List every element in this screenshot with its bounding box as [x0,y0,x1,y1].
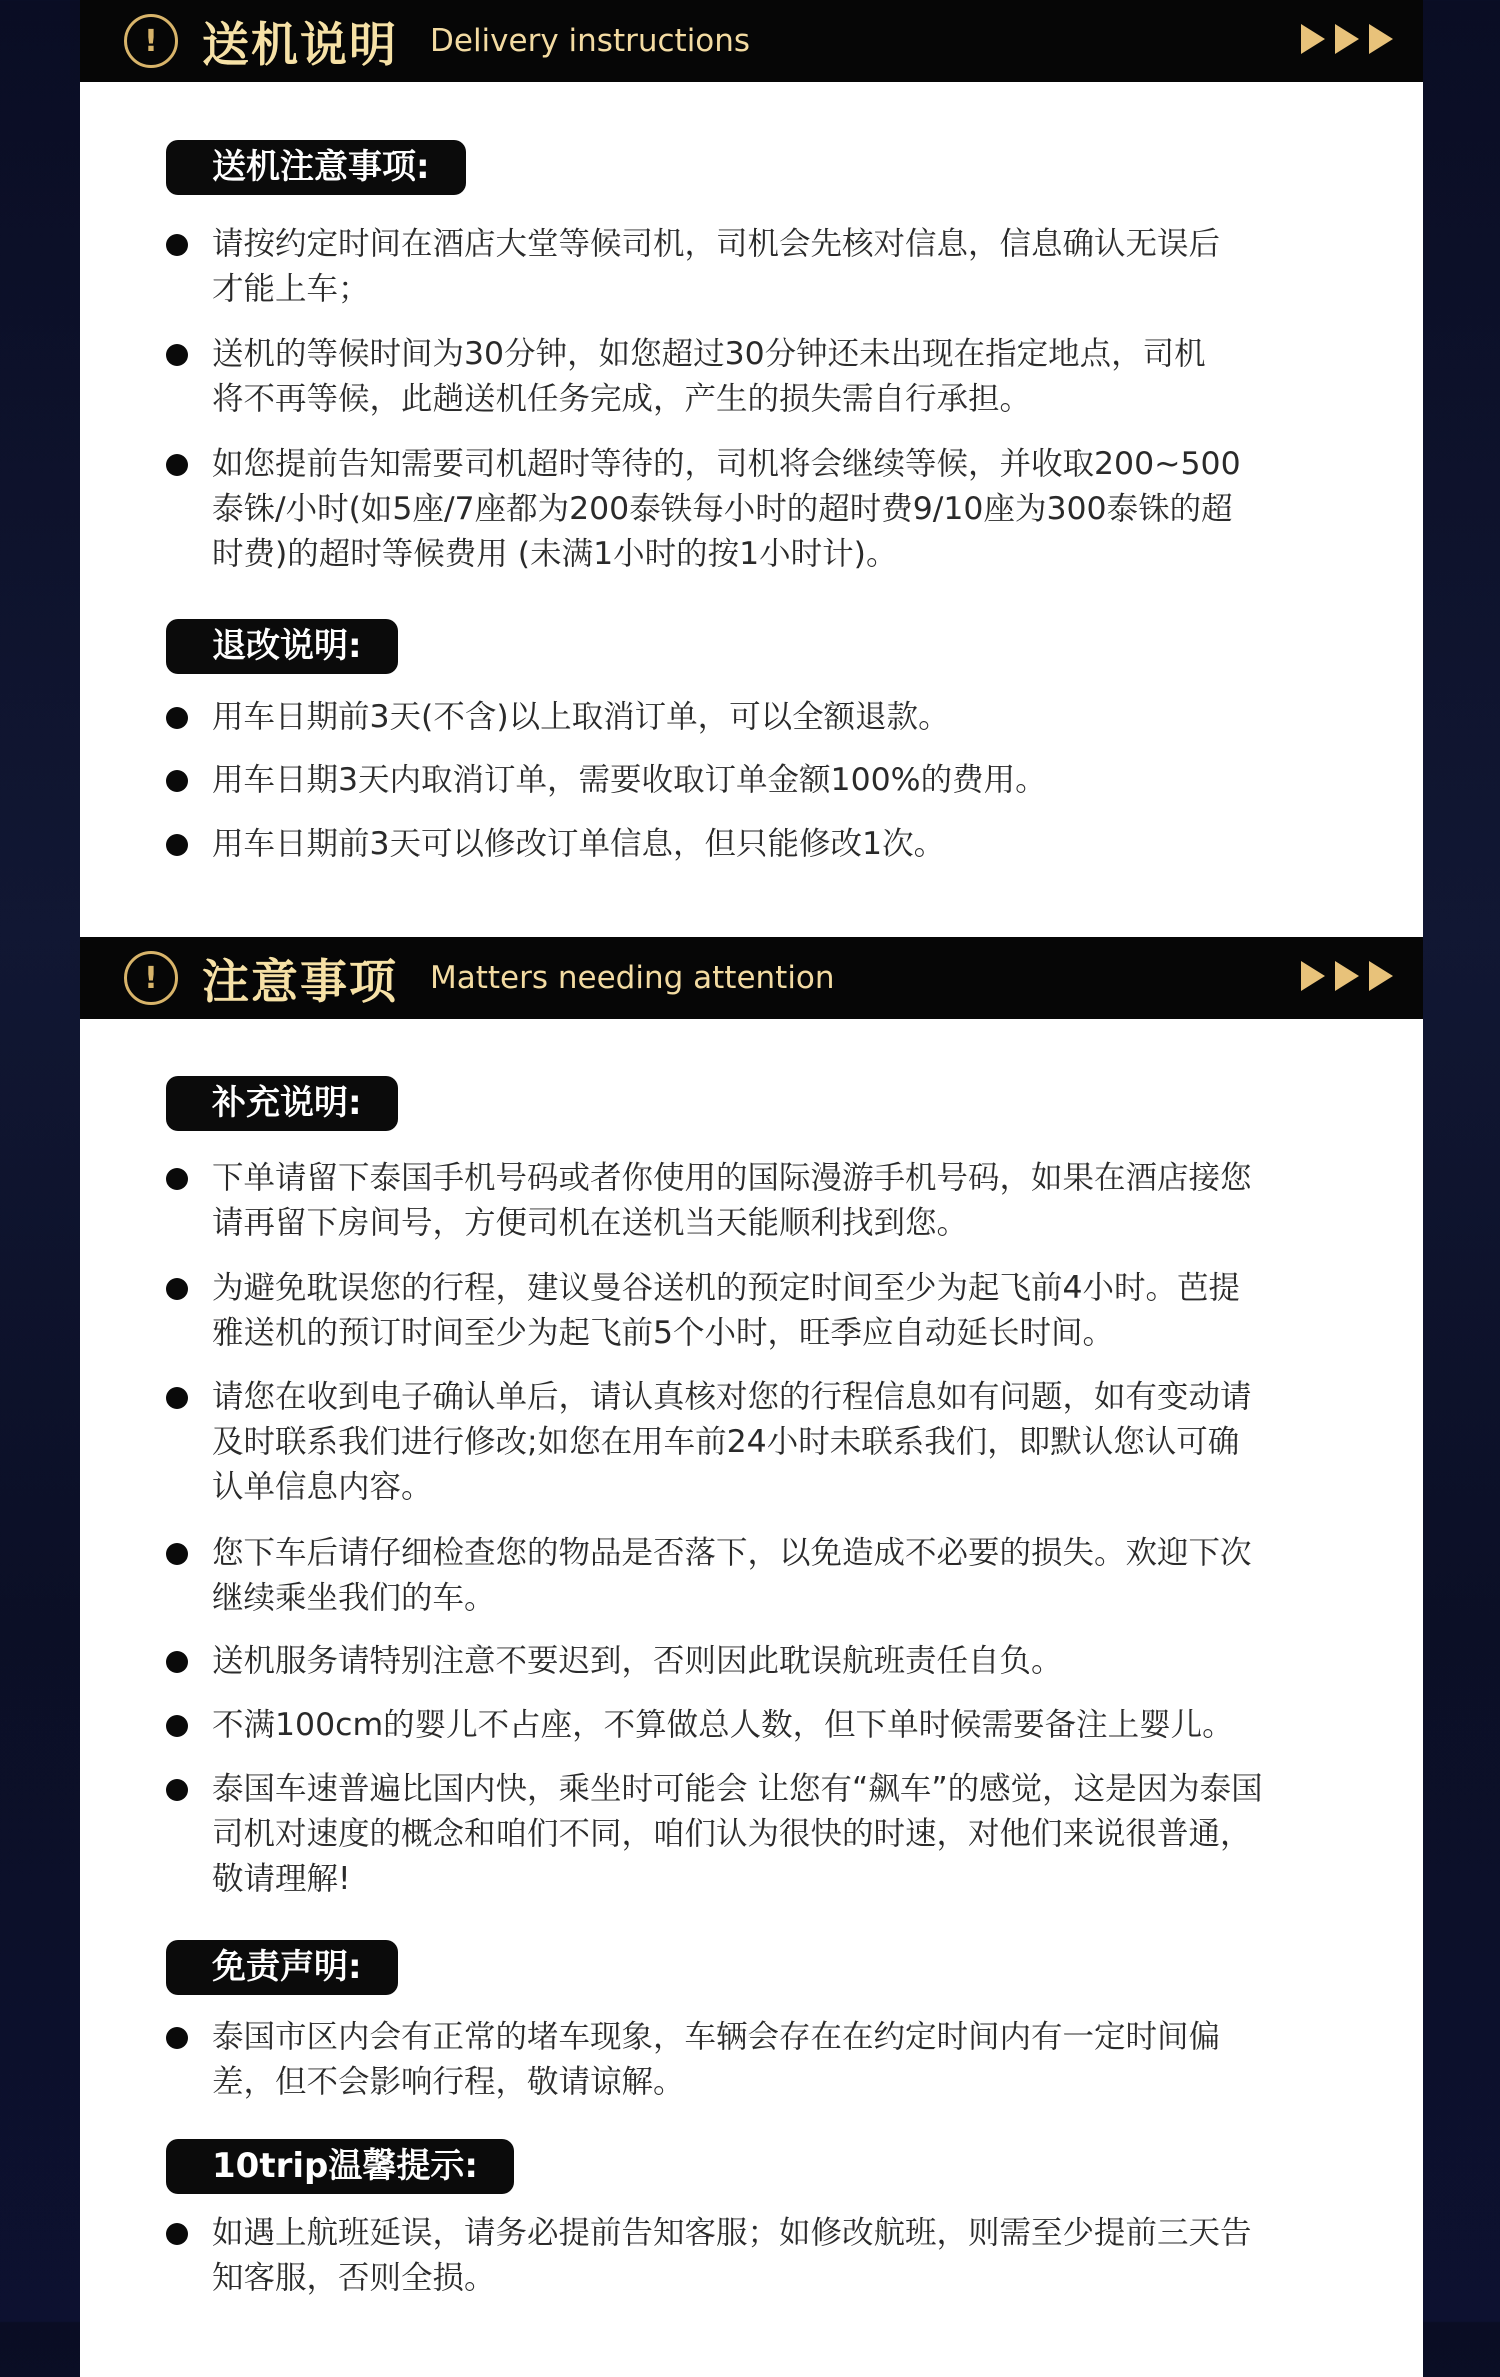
group-tag-tips: 10trip温馨提示: [166,2139,514,2194]
list-item [166,2211,1396,2301]
bullet-icon [166,2223,188,2245]
bullet-icon [166,1278,188,1300]
bullet-icon [166,344,188,366]
bullet-icon [166,1543,188,1565]
list-item [166,442,1396,577]
bullet-icon [166,234,188,256]
list-item [166,822,1396,867]
list-item [166,222,1396,312]
bullet-icon [166,2027,188,2049]
bullet-icon [166,1779,188,1801]
arrow-right-icon [1301,961,1325,991]
bullet-icon [166,454,188,476]
list-item [166,1767,1396,1902]
list-item-text: 用车日期前3天可以修改订单信息，但只能修改1次。 [212,826,946,862]
list-item [166,1639,1396,1684]
list-item-text: 如您提前告知需要司机超时等待的，司机将会继续等候，并收取200~500 泰铢/小时(如5座/7座都为200泰铁每小时的超时费9/10座为300泰铢的超 时费)的超时等候费用 (未满1小时的按1小时计)。 [212,446,1241,572]
list-item-text: 用车日期3天内取消订单，需要收取订单金额100%的费用。 [212,762,1047,798]
attention-panel [80,1019,1423,2377]
list-item-text: 不满100cm的婴儿不占座，不算做总人数，但下单时候需要备注上婴儿。 [212,1707,1234,1743]
list-item-text: 用车日期前3天(不含)以上取消订单，可以全额退款。 [212,699,950,735]
exclamation-circle-icon: ! [124,14,178,68]
arrow-right-icon [1335,24,1359,54]
section-title-cn: 注意事项 [202,954,398,1010]
section-header-attention [80,937,1423,1019]
list-item [166,1266,1396,1356]
bullet-icon [166,1387,188,1409]
arrow-right-icon [1369,24,1393,54]
section-title-cn: 送机说明 [202,17,398,73]
bullet-icon [166,834,188,856]
triple-arrow-icon [1301,961,1393,991]
group-tag-refund-notes: 退改说明: [166,619,398,674]
list-item-text: 请您在收到电子确认单后，请认真核对您的行程信息如有问题，如有变动请 及时联系我们进行修改;如您在用车前24小时未联系我们，即默认您认可确 认单信息内容。 [212,1379,1252,1505]
list-item-text: 泰国市区内会有正常的堵车现象，车辆会存在在约定时间内有一定时间偏 差，但不会影响行程，敬请谅解。 [212,2019,1221,2100]
list-item [166,1703,1396,1748]
list-item-text: 如遇上航班延误，请务必提前告知客服；如修改航班，则需至少提前三天告 知客服，否则全损。 [212,2215,1252,2296]
list-item-text: 下单请留下泰国手机号码或者你使用的国际漫游手机号码，如果在酒店接您 请再留下房间号，方便司机在送机当天能顺利找到您。 [212,1160,1252,1241]
section-title-en: Delivery instructions [430,23,751,59]
list-item [166,1531,1396,1621]
section-title-en: Matters needing attention [430,960,835,996]
list-item [166,695,1396,740]
list-item-text: 为避免耽误您的行程，建议曼谷送机的预定时间至少为起飞前4小时。芭提 雅送机的预订时间至少为起飞前5个小时，旺季应自动延长时间。 [212,1270,1241,1351]
bullet-icon [166,1651,188,1673]
bullet-icon [166,707,188,729]
bullet-icon [166,1715,188,1737]
list-item [166,332,1396,422]
list-item-text: 送机的等候时间为30分钟，如您超过30分钟还未出现在指定地点，司机 将不再等候，此趟送机任务完成，产生的损失需自行承担。 [212,336,1206,417]
list-item-text: 泰国车速普遍比国内快，乘坐时可能会 让您有“飙车”的感觉，这是因为泰国 司机对速度的概念和咱们不同，咱们认为很快的时速，对他们来说很普通， 敬请理解! [212,1771,1263,1897]
list-item [166,2015,1396,2105]
list-item [166,1375,1396,1510]
list-item-text: 您下车后请仔细检查您的物品是否落下，以免造成不必要的损失。欢迎下次 继续乘坐我们的车。 [212,1535,1252,1616]
bullet-icon [166,1168,188,1190]
list-item [166,1156,1396,1246]
group-tag-supplement: 补充说明: [166,1076,398,1131]
list-item-text: 送机服务请特别注意不要迟到，否则因此耽误航班责任自负。 [212,1643,1063,1679]
delivery-panel [80,82,1423,937]
page [80,0,1423,2322]
exclamation-circle-icon: ! [124,951,178,1005]
list-item [166,758,1396,803]
arrow-right-icon [1301,24,1325,54]
arrow-right-icon [1369,961,1393,991]
list-item-text: 请按约定时间在酒店大堂等候司机，司机会先核对信息，信息确认无误后 才能上车； [212,226,1221,307]
arrow-right-icon [1335,961,1359,991]
group-tag-delivery-notes: 送机注意事项: [166,140,466,195]
section-header-delivery [80,0,1423,82]
group-tag-disclaimer: 免责声明: [166,1940,398,1995]
bullet-icon [166,770,188,792]
triple-arrow-icon [1301,24,1393,54]
